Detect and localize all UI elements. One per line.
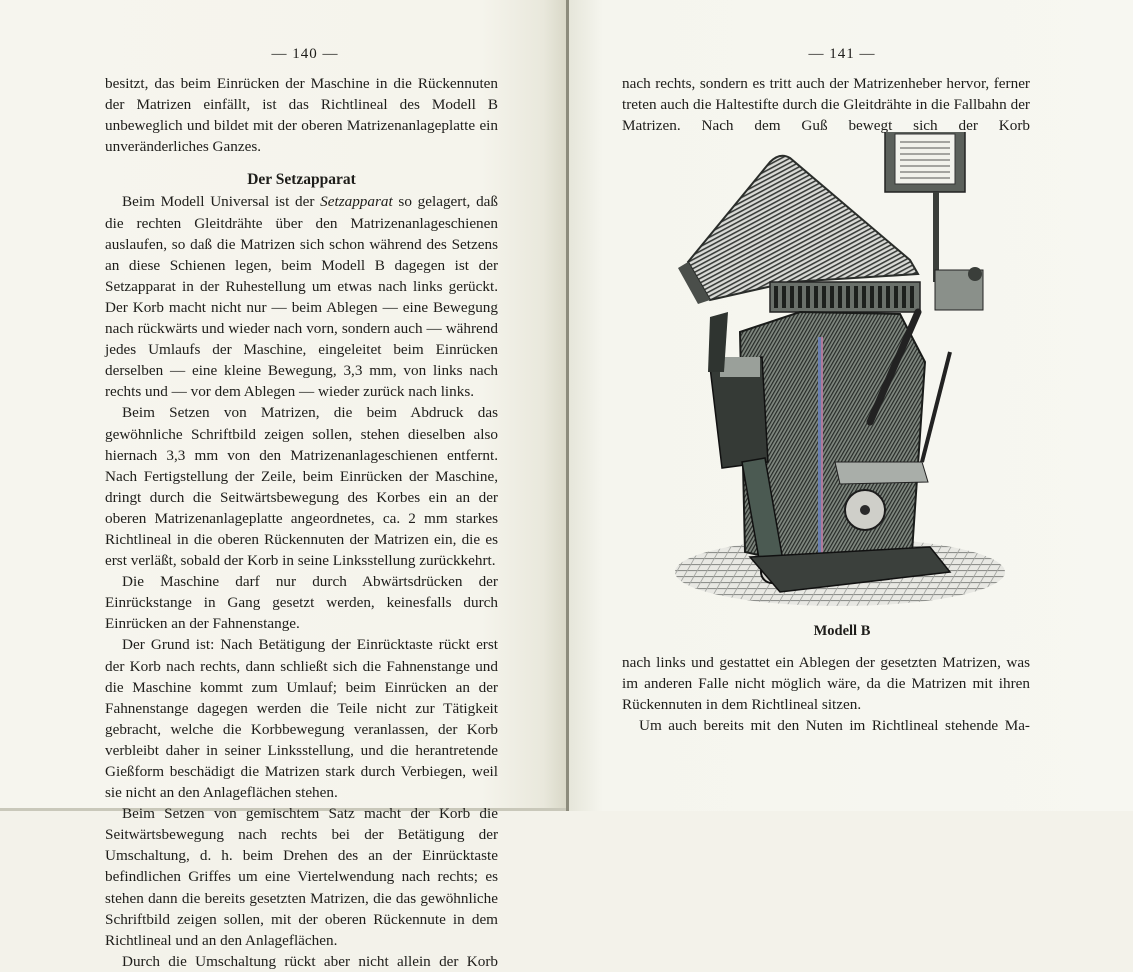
- paragraph: Der Grund ist: Nach Betätigung der Einrücktaste rückt erst der Korb nach rechts, dann schließt sich die Fahnenstange und die Maschine kommt zum Umlauf; beim Einrücken an der Fahnenstange dagegen werden die Teile nicht zur Tätigkeit gebracht, welche die Korbbewegung veranlassen, der Korb verbleibt daher in seiner Linksstellung, und die herantretende Gießform beschädigt die Matrizen stark durch Verbiegen, weil sie nicht an den Anlageflächen stehen.: [105, 636, 498, 802]
- paragraph: nach rechts, sondern es tritt auch der Matrizenheber hervor, ferner treten auch die Haltestifte durch die Gleitdrähte in die Fallbahn der Matrizen. Nach dem Guß bewegt sich der Korb: [622, 75, 1030, 135]
- paragraph: Beim Setzen von gemischtem Satz macht der Korb die Seitwärtsbewegung nach rechts bei der Betätigung der Umschaltung, d. h. beim Drehen des an der Einrücktaste befindlichen Griffes um eine Viertelwendung nach rechts; es stehen dann die bereits gesetzten Matrizen, die das gewöhnliche Schriftbild zeigen sollen, mit der oberen Rückennute in dem Richtlineal und an den Anlageflächen.: [105, 805, 498, 949]
- right-text-bottom: [622, 652, 1030, 736]
- paragraph-rest: so gelagert, daß die rechten Gleitdrähte über den Matrizenanlageschienen auslaufen, so daß die Matrizen sich schon während des Setzens an diese Schienen legen, beim Modell B dagegen ist der Setzapparat in der Ruhestellung um etwas nach links gerückt. Der Korb macht nicht nur — beim Ablegen — eine Bewegung nach rückwärts und wieder nach vorn, sondern auch — während jedes Umlaufs der Maschine, eingeleitet beim Einrücken derselben — eine kleine Bewegung, 3,3 mm, von links nach rechts und — vor dem Ablegen — wieder zurück nach links.: [105, 193, 498, 401]
- page-number-right: — 141 —: [808, 46, 876, 62]
- paragraph: Die Maschine darf nur durch Abwärtsdrücken der Einrückstange in Gang gesetzt werden, keinesfalls durch Einrücken an der Fahnenstange.: [105, 573, 498, 633]
- paragraph-start: Beim Modell Universal ist der: [122, 193, 321, 211]
- figure-caption: Modell B: [813, 623, 871, 639]
- section-heading: Der Setzapparat: [247, 171, 356, 189]
- emphasis-term: Setzapparat: [320, 193, 393, 211]
- right-text-top: [622, 73, 1030, 136]
- left-text-column: [105, 73, 498, 972]
- paragraph: Beim Setzen von Matrizen, die beim Abdruck das gewöhnliche Schriftbild zeigen sollen, stehen dieselben also hiernach 3,3 mm von den Matrizenanlageschienen entfernt. Nach Fertigstellung der Zeile, beim Einrücken der Maschine, dringt durch die Seitwärtsbewegung des Korbes ein an der oberen Matrizenanlageplatte angeordnetes, ca. 2 mm starkes Richtlineal in die oberen Rückennuten der Matrizen ein, die es erst verläßt, sobald der Korb in seine Linksstellung zurückkehrt.: [105, 404, 498, 570]
- paragraph: Durch die Umschaltung rückt aber nicht allein der Korb: [122, 952, 498, 970]
- typesetting-machine-illustration-icon: [650, 132, 1030, 612]
- paragraph: nach links und gestattet ein Ablegen der gesetzten Matrizen, was im anderen Falle nicht möglich wäre, da die Matrizen mit ihren Rückennuten in dem Richtlineal sitzen.: [622, 654, 1030, 714]
- paragraph: besitzt, das beim Einrücken der Maschine in die Rückennuten der Matrizen einfällt, ist das Richtlineal des Modell B unbeweglich und bildet mit der oberen Matrizenanlageplatte ein unveränderliches Ganzes.: [105, 75, 498, 156]
- paragraph: [105, 191, 498, 402]
- paragraph: Um auch bereits mit den Nuten im Richtlineal stehende Ma-: [639, 717, 1030, 735]
- page-number-left: — 140 —: [271, 46, 339, 62]
